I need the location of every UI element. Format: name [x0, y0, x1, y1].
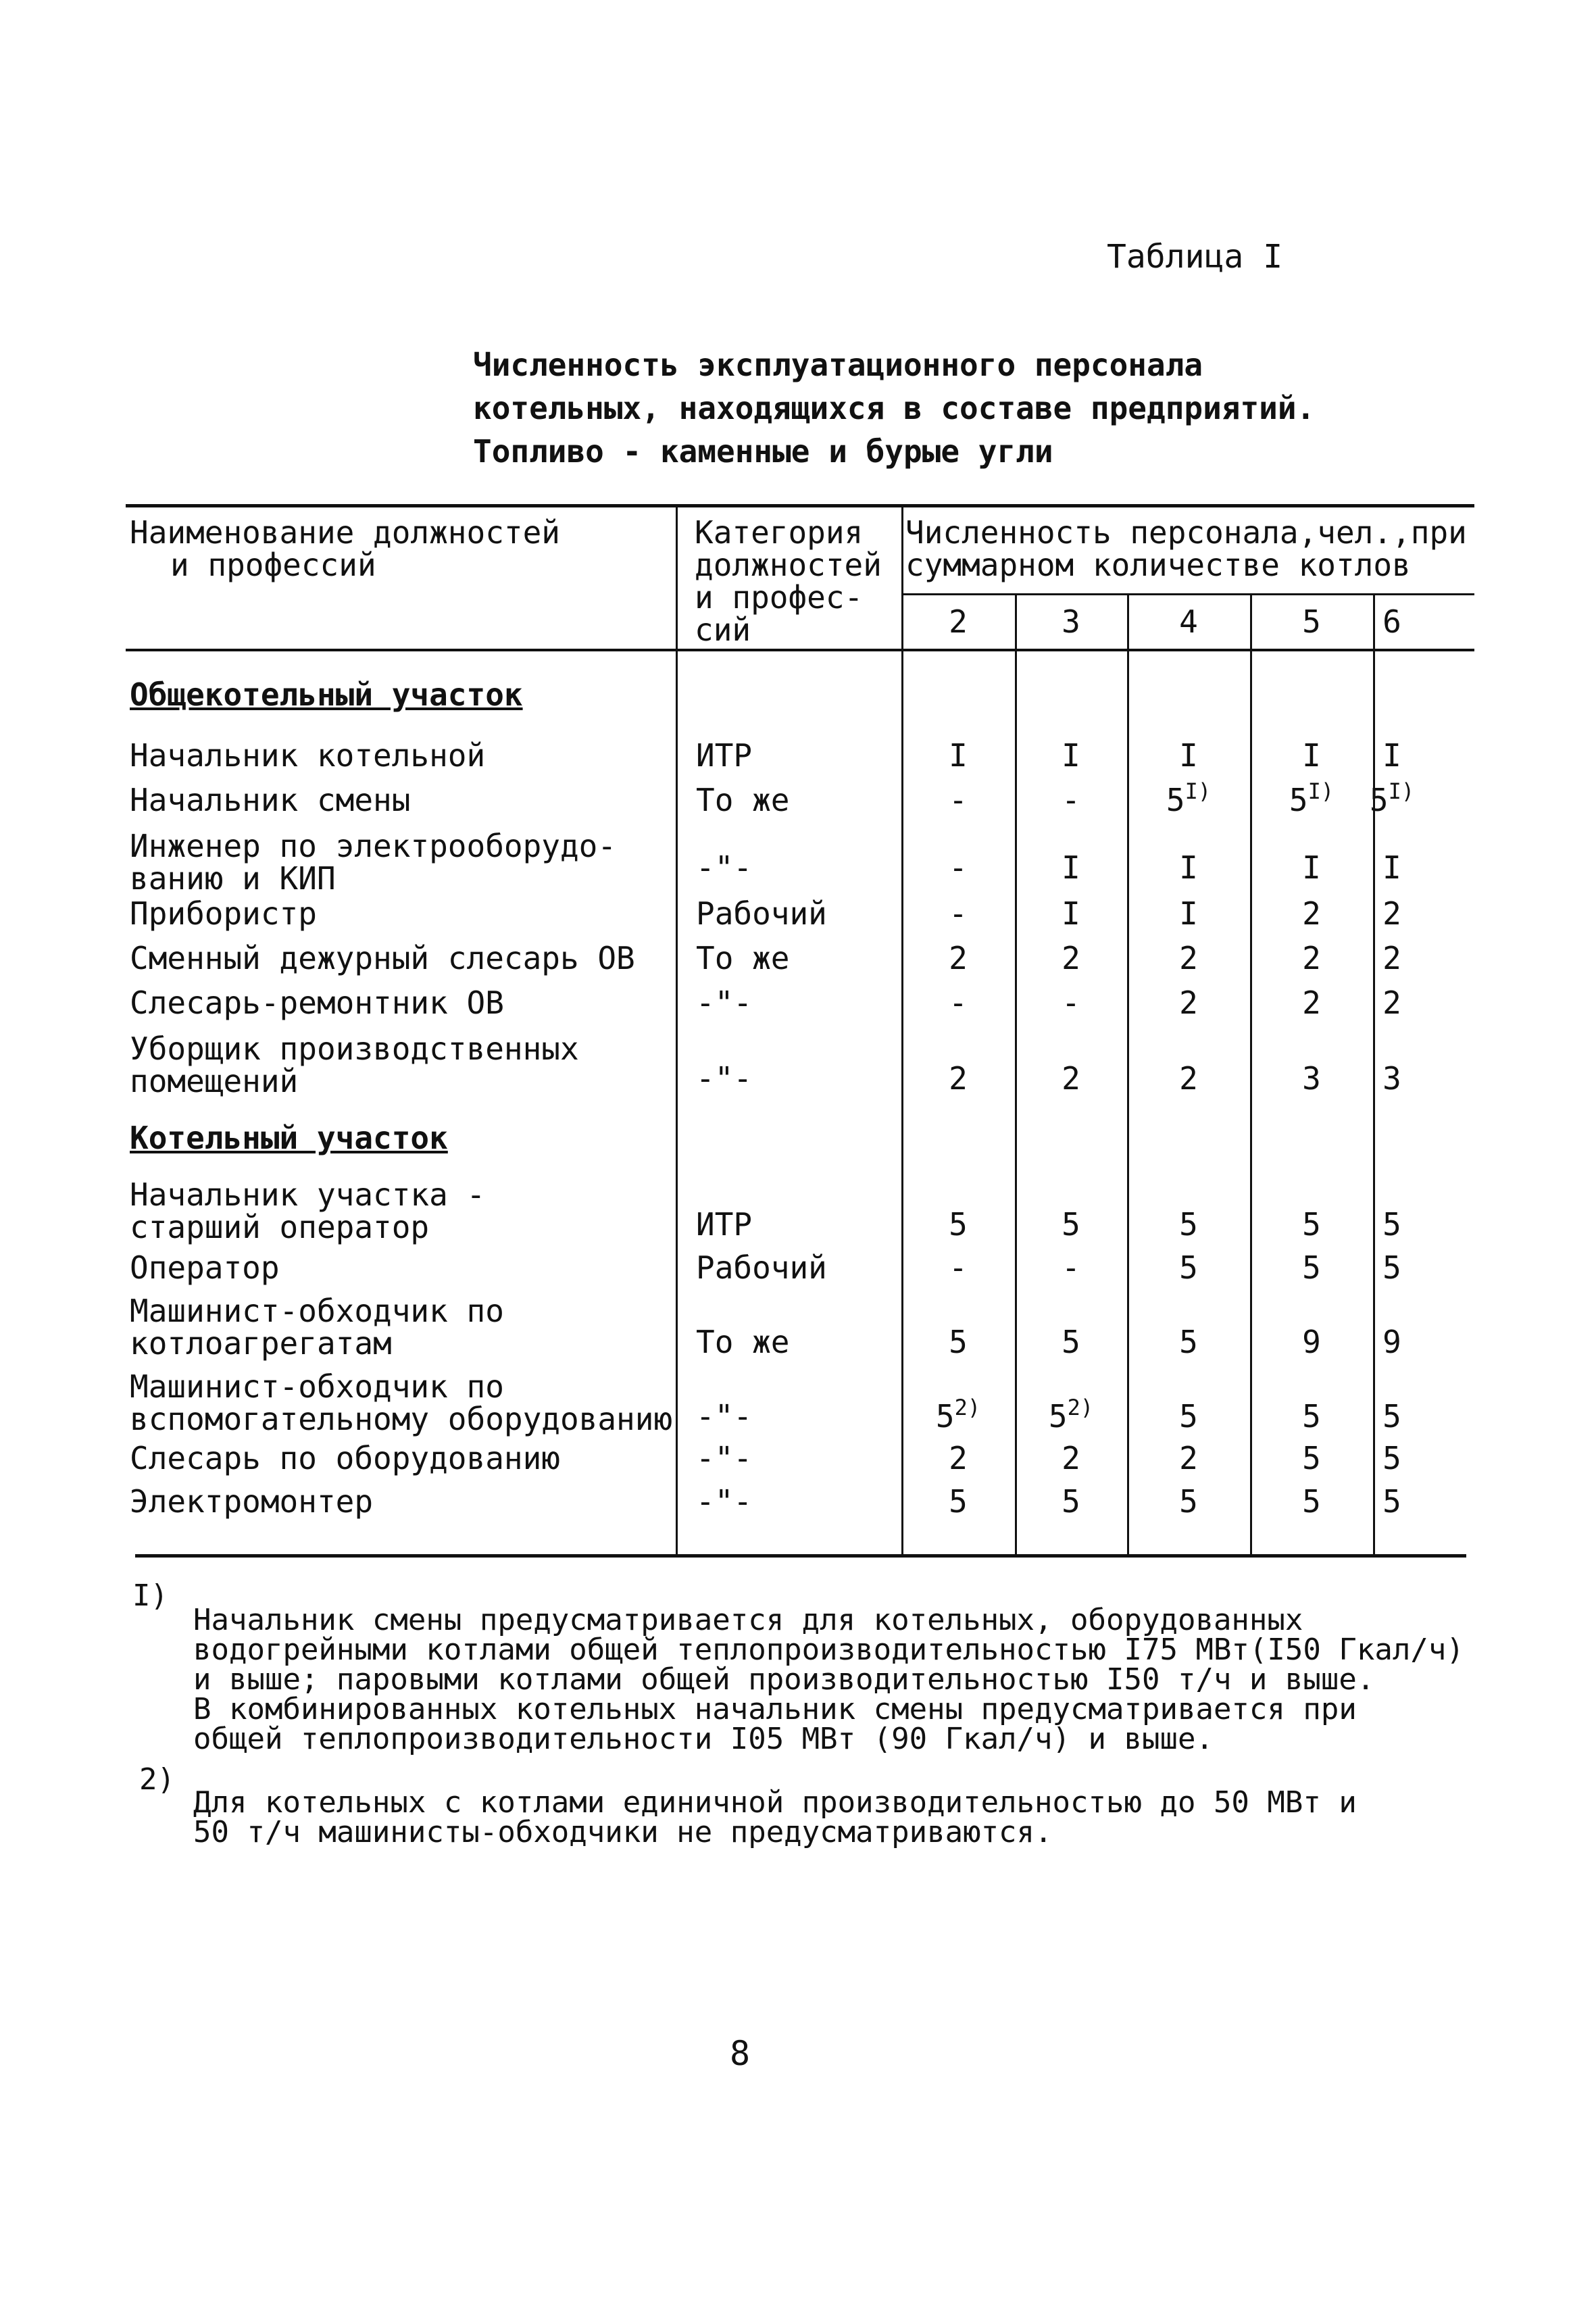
row-value: 5 [1302, 1483, 1321, 1520]
row-value: 5 [1179, 1206, 1198, 1243]
table-label: Таблица I [1107, 238, 1283, 276]
row-category: -"- [696, 985, 753, 1021]
section-title: Котельный участок [130, 1120, 448, 1156]
row-value: 2 [1179, 985, 1198, 1021]
row-value: - [949, 895, 968, 932]
row-category: То же [696, 1324, 790, 1360]
row-value: I [1179, 895, 1198, 932]
row-name: Машинист-обходчик по вспомогательному оборудованию [130, 1368, 673, 1437]
row-name: Слесарь-ремонтник ОВ [130, 985, 504, 1021]
table-caption [473, 343, 1315, 473]
header-name: Наименование должностей и профессий [130, 514, 560, 583]
row-value: $5^{I)}$ [1369, 778, 1415, 818]
row-value: I [1179, 737, 1198, 774]
header-count: 5 [1302, 603, 1321, 640]
row-value: 5 [949, 1206, 968, 1243]
row-value: 2 [1382, 985, 1401, 1021]
row-value: I [1382, 849, 1401, 886]
row-value: - [1062, 782, 1080, 818]
row-value: - [949, 849, 968, 886]
row-value: 5 [1382, 1440, 1401, 1476]
caption-line: котельных, находящихся в составе предприятий. [473, 390, 1316, 426]
row-value: 5 [1179, 1398, 1198, 1435]
row-category: -"- [696, 1440, 753, 1476]
row-value: 2 [1179, 1060, 1198, 1097]
row-value: $5^{I)}$ [1166, 778, 1212, 818]
row-value: 5 [1179, 1324, 1198, 1360]
row-name: Начальник участка - старший оператор [130, 1176, 486, 1245]
row-value: 2 [949, 1440, 968, 1476]
row-value: 5$^{2)}$ [935, 1395, 981, 1435]
header-staff: Численность персонала,чел.,при суммарном количестве котлов [905, 514, 1467, 583]
row-value: 2 [1062, 1060, 1080, 1097]
row-value: 2 [1062, 940, 1080, 976]
row-value: 5 [1382, 1249, 1401, 1286]
footnote-mark: I) [132, 1578, 168, 1613]
row-value: 2 [1179, 940, 1198, 976]
row-name: Сменный дежурный слесарь ОВ [130, 940, 635, 976]
row-value: 5 [1302, 1398, 1321, 1435]
row-value: 5$^{2)}$ [1048, 1395, 1094, 1435]
col-divider [901, 507, 903, 1554]
footnote-text: Для котельных с котлами единичной производительностью до 50 МВт и 50 т/ч машинисты-обходчики не предусматриваются. [193, 1785, 1357, 1849]
row-category: -"- [696, 1060, 753, 1097]
caption-line: Топливо - каменные и бурые угли [473, 433, 1053, 470]
footnote-ref: I) [1307, 778, 1335, 804]
row-value: I [1302, 849, 1321, 886]
row-category: -"- [696, 1483, 753, 1520]
row-category: То же [696, 940, 790, 976]
row-value: 5 [1062, 1324, 1080, 1360]
row-value: 5 [949, 1483, 968, 1520]
row-value: 2 [1302, 985, 1321, 1021]
row-value: - [949, 985, 968, 1021]
row-category: Рабочий [696, 895, 827, 932]
row-value: 2 [1179, 1440, 1198, 1476]
row-value: 5 [1179, 1483, 1198, 1520]
col-divider [1127, 595, 1129, 1554]
row-category: Рабочий [696, 1249, 827, 1286]
col-divider [1250, 595, 1252, 1554]
row-value: 2 [1302, 940, 1321, 976]
row-value: 2 [949, 1060, 968, 1097]
row-name: Инженер по электрооборудо- ванию и КИП [130, 828, 617, 897]
col-divider [676, 507, 678, 1554]
header-count: 6 [1382, 603, 1401, 640]
row-value: 9 [1302, 1324, 1321, 1360]
row-name: Оператор [130, 1249, 280, 1286]
row-value: 5 [1382, 1398, 1401, 1435]
footnote-ref: I) [1184, 778, 1212, 804]
footnote-mark: 2) [139, 1762, 175, 1797]
header-count: 4 [1179, 603, 1198, 640]
row-value: - [1062, 1249, 1080, 1286]
table-top-rule [126, 504, 1474, 507]
row-name: Начальник смены [130, 782, 411, 818]
row-name: Уборщик производственных помещений [130, 1030, 579, 1099]
header-bottom-rule [126, 649, 1474, 651]
row-category: ИТР [696, 1206, 753, 1243]
row-name: Прибористр [130, 895, 317, 932]
header-count: 2 [949, 603, 968, 640]
row-name: Электромонтер [130, 1483, 374, 1520]
row-value: I [1062, 737, 1080, 774]
row-value: 5 [1179, 1249, 1198, 1286]
row-category: -"- [696, 849, 753, 886]
section-title: Общекотельный участок [130, 676, 523, 713]
row-name: Машинист-обходчик по котлоагрегатам [130, 1293, 504, 1362]
table-bottom-rule [135, 1554, 1466, 1558]
row-value: 2 [1302, 895, 1321, 932]
row-category: ИТР [696, 737, 753, 774]
row-value: I [1382, 737, 1401, 774]
subheader-rule [901, 593, 1474, 595]
row-value: $5^{I)}$ [1289, 778, 1335, 818]
row-value: I [1179, 849, 1198, 886]
row-name: Начальник котельной [130, 737, 486, 774]
row-value: 5 [949, 1324, 968, 1360]
footnote-ref: 2) [1067, 1395, 1094, 1420]
row-value: I [1062, 895, 1080, 932]
row-value: 2 [1062, 1440, 1080, 1476]
row-name: Слесарь по оборудованию [130, 1440, 560, 1476]
header-category: Категория должностей и профес- сий [695, 514, 882, 648]
row-value: 5 [1062, 1206, 1080, 1243]
col-divider [1015, 595, 1017, 1554]
header-count: 3 [1062, 603, 1080, 640]
footnote-text: Начальник смены предусматривается для котельных, оборудованных водогрейными котлами общей теплопроизводительностью I75 МВт(I50 Гкал/ч) и выше; паровыми котлами общей производительностью I50 т/ч и выше. В комбинированных котельных начальник смены предусматривается при общей теплопроизводительности I05 МВт (90 Гкал/ч) и выше. [193, 1603, 1464, 1756]
row-value: 5 [1382, 1206, 1401, 1243]
footnote-ref: I) [1388, 778, 1415, 804]
row-value: 2 [1382, 895, 1401, 932]
row-value: I [949, 737, 968, 774]
row-value: 2 [1382, 940, 1401, 976]
row-value: - [949, 782, 968, 818]
row-value: 3 [1382, 1060, 1401, 1097]
footnote-ref: 2) [954, 1395, 981, 1420]
row-value: 5 [1062, 1483, 1080, 1520]
row-value: 5 [1302, 1440, 1321, 1476]
row-value: 5 [1302, 1206, 1321, 1243]
page-number: 8 [730, 2034, 751, 2073]
caption-line: Численность эксплуатационного персонала [473, 347, 1203, 383]
row-category: -"- [696, 1398, 753, 1435]
row-category: То же [696, 782, 790, 818]
row-value: I [1302, 737, 1321, 774]
row-value: - [1062, 985, 1080, 1021]
row-value: 9 [1382, 1324, 1401, 1360]
row-value: 2 [949, 940, 968, 976]
row-value: 5 [1382, 1483, 1401, 1520]
row-value: - [949, 1249, 968, 1286]
row-value: I [1062, 849, 1080, 886]
row-value: 3 [1302, 1060, 1321, 1097]
row-value: 5 [1302, 1249, 1321, 1286]
